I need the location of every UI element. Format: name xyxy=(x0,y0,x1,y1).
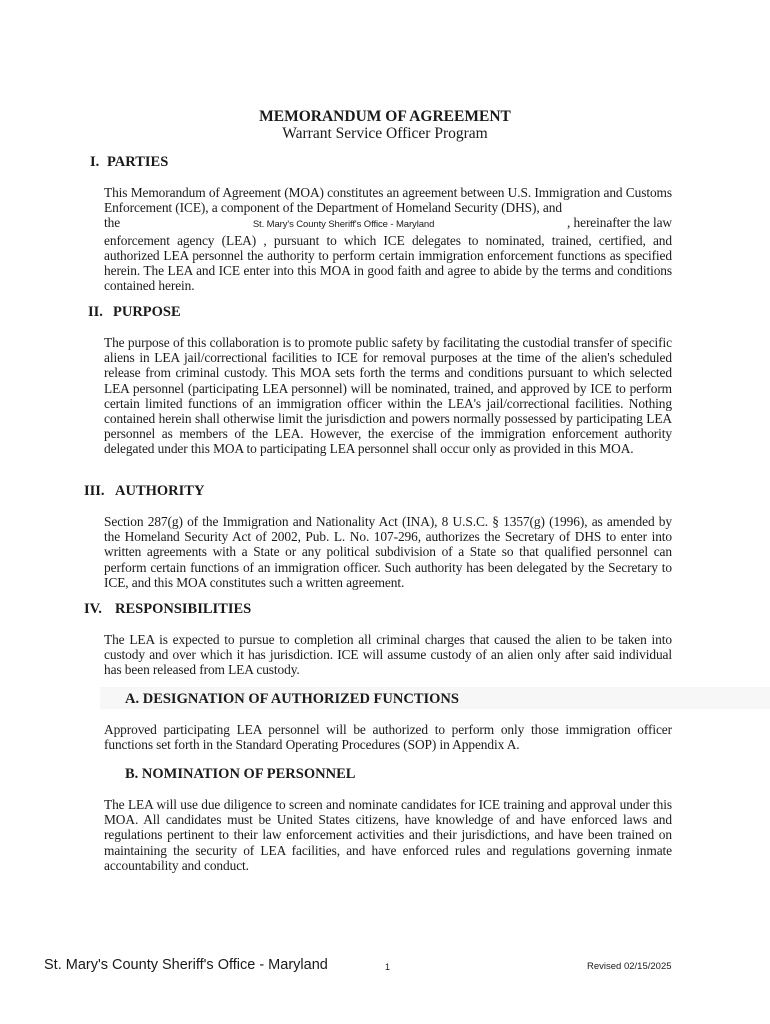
section-title: AUTHORITY xyxy=(115,483,205,499)
section-heading-authority xyxy=(84,483,204,500)
footer-agency: St. Mary's County Sheriff's Office - Maryland xyxy=(44,957,328,973)
the-word: the xyxy=(104,215,121,231)
parties-paragraph xyxy=(104,185,672,293)
section-title: PURPOSE xyxy=(113,304,181,320)
section-number: II. xyxy=(88,304,103,320)
section-heading-purpose xyxy=(88,304,181,321)
section-heading-parties xyxy=(90,154,168,171)
document-subtitle: Warrant Service Officer Program xyxy=(282,125,488,142)
parties-rest-text: enforcement agency (LEA) , pursuant to which ICE delegates to nominated, trained, certified, and authorized LEA personnel the authority to perform certain immigration enforcement functions as specified herein. The LEA and ICE enter into this MOA in good faith and agree to abide by the terms and conditions contained herein. xyxy=(104,232,672,294)
section-title: PARTIES xyxy=(107,154,169,170)
parties-intro-text: This Memorandum of Agreement (MOA) constitutes an agreement between U.S. Immigration and Customs Enforcement (ICE), a component of the Department of Homeland Security (DHS), and xyxy=(104,185,672,216)
responsibilities-paragraph: The LEA is expected to pursue to completion all criminal charges that caused the alien to be taken into custody and over which it has jurisdiction. ICE will assume custody of an alien only after said individual has been released from LEA custody. xyxy=(104,632,672,678)
section-number: IV. xyxy=(84,601,102,617)
section-title: RESPONSIBILITIES xyxy=(115,601,252,617)
nomination-paragraph: The LEA will use due diligence to screen and nominate candidates for ICE training and approval under this MOA. All candidates must be United States citizens, have knowledge of and have enforced laws and regulations pertinent to their law enforcement activities and their jurisdictions, and have been trained on maintaining the security of LEA facilities, and have enforced rules and regulations governing inmate accountability and conduct. xyxy=(104,797,672,873)
document-header xyxy=(0,108,770,142)
purpose-paragraph: The purpose of this collaboration is to promote public safety by facilitating the custodial transfer of specific aliens in LEA jail/correctional facilities to ICE for removal purposes at the time of the alien's scheduled release from criminal custody. This MOA sets forth the terms and conditions pursuant to which selected LEA personnel (participating LEA personnel) will be nominated, trained, and approved by ICE to perform certain limited functions of an immigration officer within the LEA's jail/correctional facilities. Nothing contained herein shall otherwise limit the jurisdiction and powers normally possessed by participating LEA personnel as members of the LEA. However, the exercise of the immigration enforcement authority delegated under this MOA to participating LEA personnel shall occur only as provided in this MOA. xyxy=(104,335,672,457)
lea-name-field: St. Mary's County Sheriff's Office - Maryland xyxy=(252,219,435,231)
subsection-heading-nomination: B. NOMINATION OF PERSONNEL xyxy=(125,766,356,782)
document-title: MEMORANDUM OF AGREEMENT xyxy=(259,108,511,125)
section-number: I. xyxy=(90,154,100,170)
section-heading-responsibilities xyxy=(84,601,251,618)
designation-paragraph: Approved participating LEA personnel will be authorized to perform only those immigration officer functions set forth in the Standard Operating Procedures (SOP) in Appendix A. xyxy=(104,722,672,753)
section-number: III. xyxy=(84,483,105,499)
footer-page-number: 1 xyxy=(385,962,391,972)
hereinafter-text: , hereinafter the law xyxy=(567,215,672,231)
authority-paragraph: Section 287(g) of the Immigration and Nationality Act (INA), 8 U.S.C. § 1357(g) (1996), as amended by the Homeland Security Act of 2002, Pub. L. No. 107-296, authorizes the Secretary of DHS to enter into written agreements with a State or any political subdivision of a State so that qualified personnel can perform certain functions of an immigration officer. Such authority has been delegated by the Secretary to ICE, and this MOA constitutes such a written agreement. xyxy=(104,514,672,590)
lea-name-line xyxy=(104,215,672,232)
subsection-heading-designation: A. DESIGNATION OF AUTHORIZED FUNCTIONS xyxy=(125,691,459,707)
footer-revised-date: Revised 02/15/2025 xyxy=(587,961,672,972)
